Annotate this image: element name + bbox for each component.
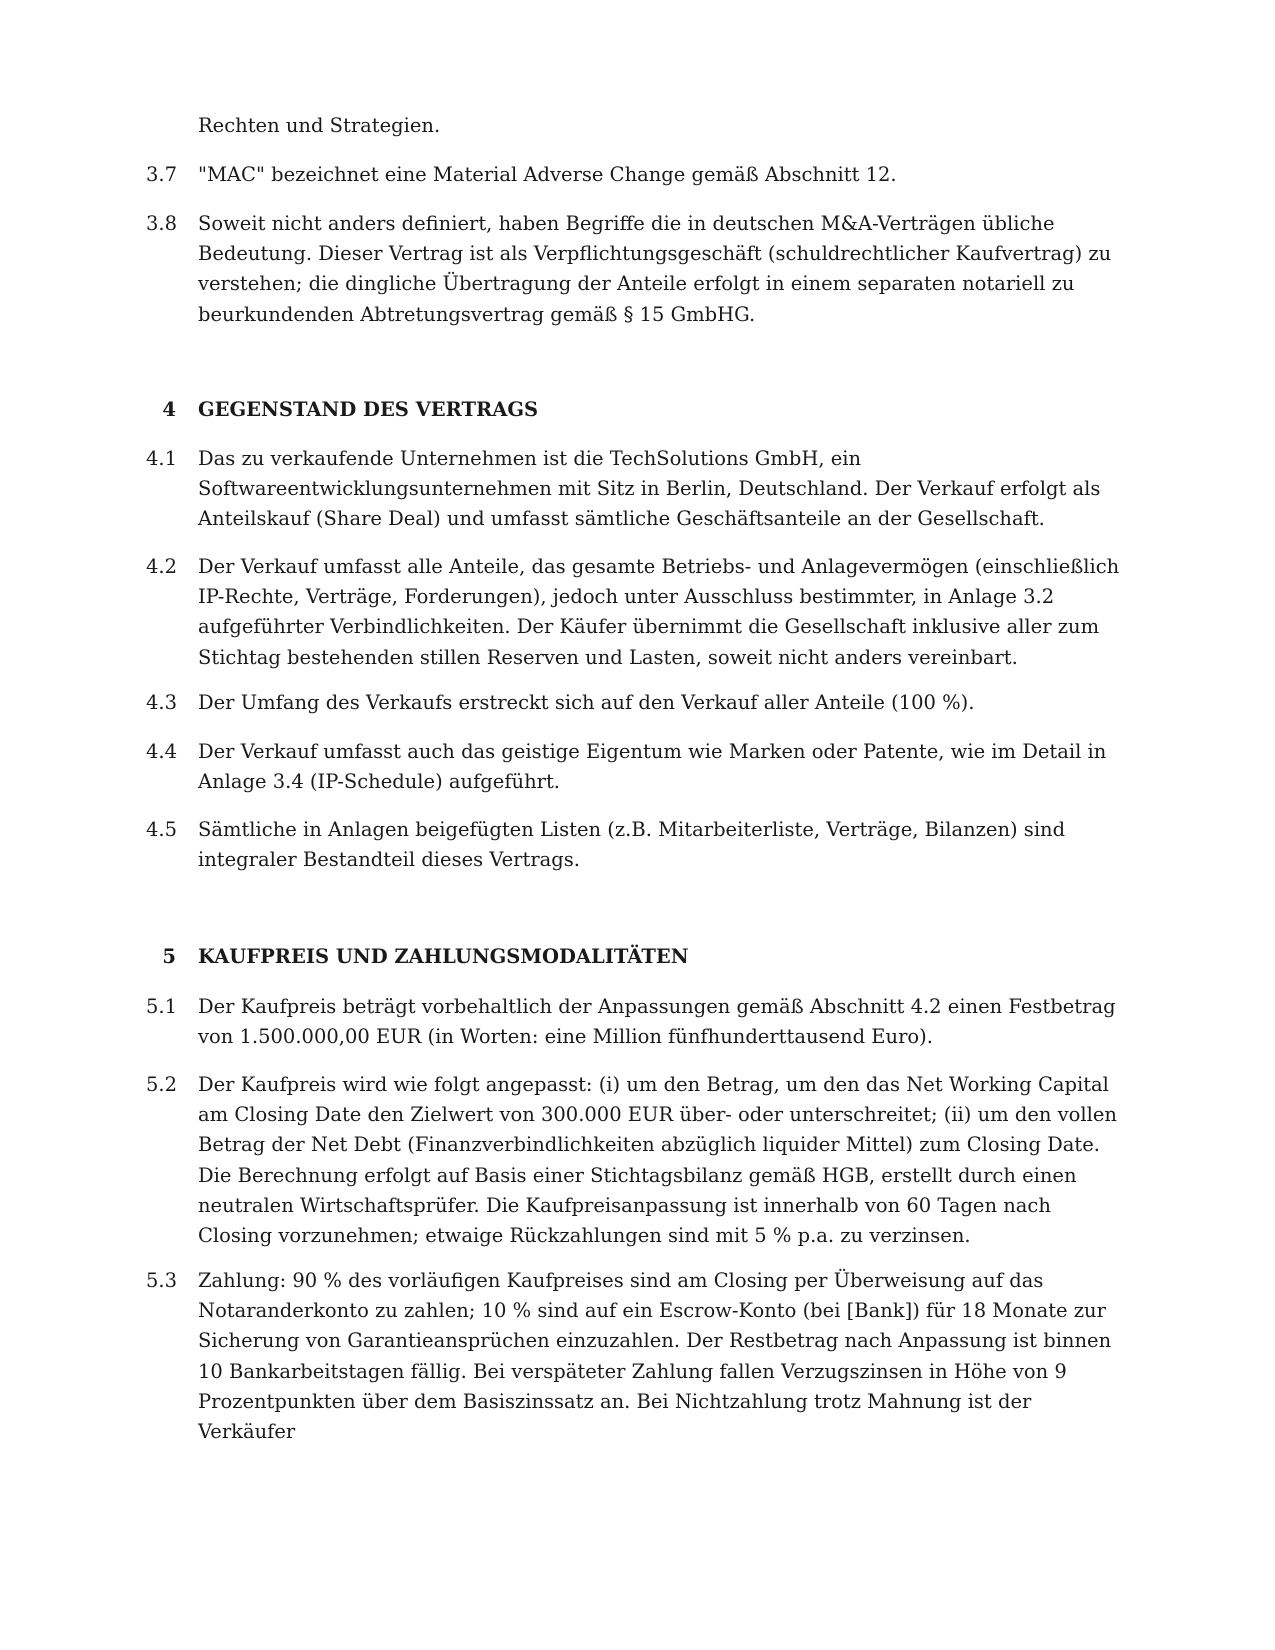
- clause-number: 4.5: [146, 818, 178, 841]
- section-number: 5: [162, 945, 176, 968]
- clause-text: Der Umfang des Verkaufs erstreckt sich auf den Verkauf aller Anteile (100 %).: [198, 691, 975, 714]
- clause-number: 3.8: [146, 212, 178, 235]
- continuation-text: Rechten und Strategien.: [198, 114, 441, 137]
- clause-text: Zahlung: 90 % des vorläufigen Kaufpreises sind am Closing per Überweisung auf das Notaranderkonto zu zahlen; 10 % sind auf ein Escrow-Konto (bei [Bank]) für 18 Monate zur Sicherung von Garantieansprüchen einzuzahlen. Der Restbetrag nach Anpassung ist binnen 10 Bankarbeitstagen fällig. Bei verspäteter Zahlung fallen Verzugszinsen in Höhe von 9 Prozentpunkten über dem Basiszinssatz an. Bei Nichtzahlung trotz Mahnung ist der Verkäufer: [198, 1269, 1112, 1444]
- section-title: KAUFPREIS UND ZAHLUNGSMODALITÄTEN: [198, 945, 689, 968]
- clause-number: 4.2: [146, 555, 178, 578]
- clause-text: Der Verkauf umfasst auch das geistige Eigentum wie Marken oder Patente, wie im Detail in Anlage 3.4 (IP-Schedule) aufgeführt.: [198, 740, 1107, 794]
- clause-text: Der Verkauf umfasst alle Anteile, das gesamte Betriebs- und Anlagevermögen (einschließlich IP-Rechte, Verträge, Forderungen), jedoch unter Ausschluss bestimmter, in Anlage 3.2 aufgeführter Verbindlichkeiten. Der Käufer übernimmt die Gesellschaft inklusive aller zum Stichtag bestehenden stillen Reserven und Lasten, soweit nicht anders vereinbart.: [198, 555, 1120, 669]
- clause-number: 4.4: [146, 740, 178, 763]
- clause-text: Soweit nicht anders definiert, haben Begriffe die in deutschen M&A-Verträgen übliche Bedeutung. Dieser Vertrag ist als Verpflichtungsgeschäft (schuldrechtlicher Kaufvertrag) zu verstehen; die dingliche Übertragung der Anteile erfolgt in einem separaten notariell zu beurkundenden Abtretungsvertrag gemäß § 15 GmbHG.: [198, 212, 1112, 326]
- clause-text: "MAC" bezeichnet eine Material Adverse Change gemäß Abschnitt 12.: [198, 163, 897, 186]
- clause-number: 4.3: [146, 691, 178, 714]
- section-number: 4: [162, 398, 176, 421]
- clause-number: 5.2: [146, 1073, 178, 1096]
- clause-number: 5.1: [146, 995, 178, 1018]
- clause-number: 5.3: [146, 1269, 178, 1292]
- clause-text: Das zu verkaufende Unternehmen ist die TechSolutions GmbH, ein Softwareentwicklungsunternehmen mit Sitz in Berlin, Deutschland. Der Verkauf erfolgt als Anteilskauf (Share Deal) und umfasst sämtliche Geschäftsanteile an der Gesellschaft.: [198, 447, 1101, 531]
- clause-text: Der Kaufpreis wird wie folgt angepasst: (i) um den Betrag, um den das Net Working Capital am Closing Date den Zielwert von 300.000 EUR über- oder unterschreitet; (ii) um den vollen Betrag der Net Debt (Finanzverbindlichkeiten abzüglich liquider Mittel) zum Closing Date. Die Berechnung erfolgt auf Basis einer Stichtagsbilanz gemäß HGB, erstellt durch einen neutralen Wirtschaftsprüfer. Die Kaufpreisanpassung ist innerhalb von 60 Tagen nach Closing vorzunehmen; etwaige Rückzahlungen sind mit 5 % p.a. zu verzinsen.: [198, 1073, 1117, 1248]
- section-title: GEGENSTAND DES VERTRAGS: [198, 398, 539, 421]
- clause-text: Der Kaufpreis beträgt vorbehaltlich der Anpassungen gemäß Abschnitt 4.2 einen Festbetrag von 1.500.000,00 EUR (in Worten: eine Million fünfhunderttausend Euro).: [198, 995, 1116, 1049]
- clause-number: 4.1: [146, 447, 178, 470]
- clause-text: Sämtliche in Anlagen beigefügten Listen (z.B. Mitarbeiterliste, Verträge, Bilanzen) sind integraler Bestandteil dieses Vertrags.: [198, 818, 1066, 872]
- clause-number: 3.7: [146, 163, 178, 186]
